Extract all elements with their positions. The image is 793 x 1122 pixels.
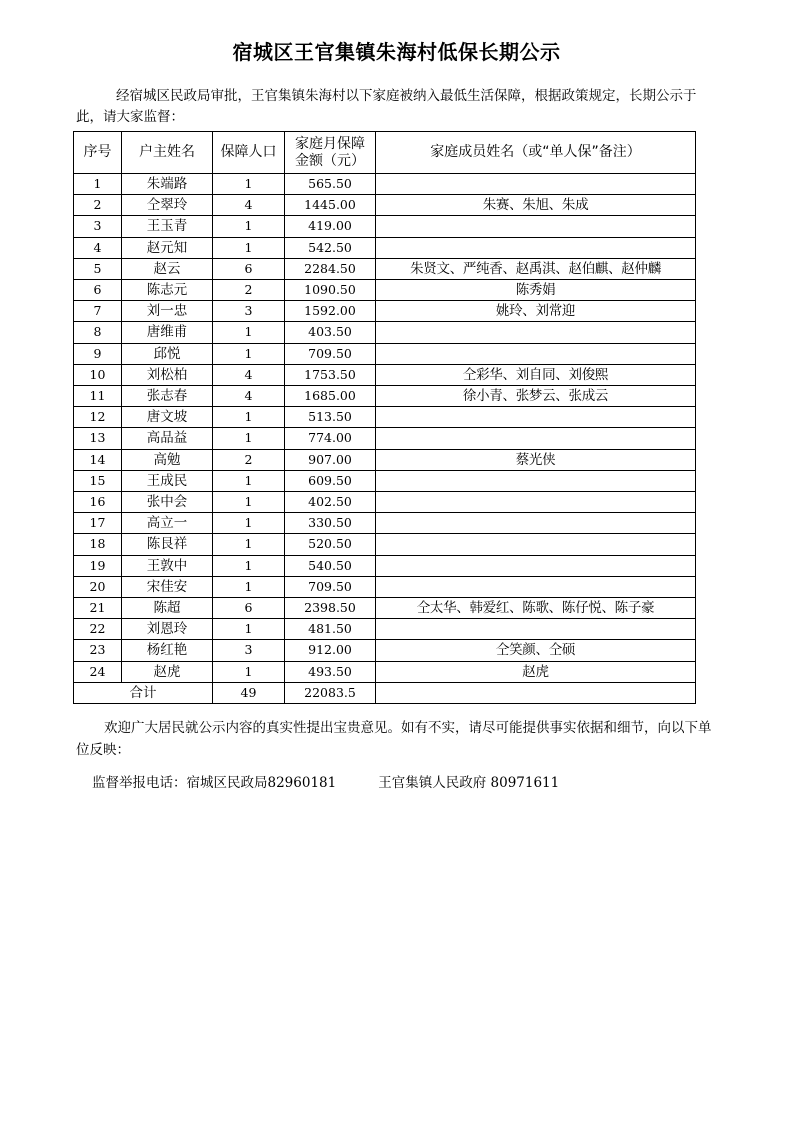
table-body [74, 174, 696, 683]
table-row [74, 470, 696, 491]
table-row [74, 364, 696, 385]
row-number: 18 [74, 534, 122, 555]
row-number: 11 [74, 386, 122, 407]
row-people: 1 [213, 534, 285, 555]
row-amount: 609.50 [285, 470, 376, 491]
table-row [74, 449, 696, 470]
row-people: 4 [213, 195, 285, 216]
row-people: 6 [213, 598, 285, 619]
row-householder: 高立一 [122, 513, 213, 534]
row-members [376, 470, 696, 491]
row-number: 10 [74, 364, 122, 385]
table-row [74, 640, 696, 661]
table-row [74, 216, 696, 237]
row-number: 20 [74, 576, 122, 597]
row-people: 3 [213, 301, 285, 322]
row-members [376, 576, 696, 597]
table-row [74, 258, 696, 279]
row-number: 6 [74, 280, 122, 301]
row-number: 15 [74, 470, 122, 491]
row-members [376, 407, 696, 428]
row-householder: 邱悦 [122, 343, 213, 364]
row-members: 仝太华、韩爱红、陈歌、陈仔悦、陈子豪 [376, 598, 696, 619]
header-name: 户主姓名 [122, 132, 213, 174]
row-members [376, 492, 696, 513]
row-amount: 493.50 [285, 661, 376, 682]
feedback-paragraph: 欢迎广大居民就公示内容的真实性提出宝贵意见。如有不实，请尽可能提供事实依据和细节，向以下单位反映： [76, 720, 712, 758]
row-members: 陈秀娟 [376, 280, 696, 301]
row-amount: 774.00 [285, 428, 376, 449]
row-people: 4 [213, 386, 285, 407]
row-amount: 709.50 [285, 343, 376, 364]
row-people: 1 [213, 322, 285, 343]
table-row [74, 195, 696, 216]
row-number: 3 [74, 216, 122, 237]
table-row [74, 576, 696, 597]
row-members: 姚玲、刘常迎 [376, 301, 696, 322]
page-title: 宿城区王官集镇朱海村低保长期公示 [232, 40, 561, 64]
table-row [74, 174, 696, 195]
row-householder: 刘松柏 [122, 364, 213, 385]
row-people: 1 [213, 407, 285, 428]
row-number: 24 [74, 661, 122, 682]
row-amount: 542.50 [285, 237, 376, 258]
row-householder: 刘一忠 [122, 301, 213, 322]
row-amount: 419.00 [285, 216, 376, 237]
row-people: 1 [213, 492, 285, 513]
table-row [74, 237, 696, 258]
row-members: 朱赛、朱旭、朱成 [376, 195, 696, 216]
row-people: 1 [213, 470, 285, 491]
row-householder: 杨红艳 [122, 640, 213, 661]
header-amount [285, 132, 376, 174]
row-householder: 赵元知 [122, 237, 213, 258]
table-total-row [74, 682, 696, 703]
row-householder: 高品益 [122, 428, 213, 449]
row-members: 仝彩华、刘自同、刘俊熙 [376, 364, 696, 385]
header-amount-line2: 金额（元） [295, 152, 365, 169]
row-number: 23 [74, 640, 122, 661]
row-number: 8 [74, 322, 122, 343]
row-members [376, 534, 696, 555]
row-number: 22 [74, 619, 122, 640]
contact-label: 监督举报电话： [92, 775, 187, 791]
row-people: 3 [213, 640, 285, 661]
row-amount: 402.50 [285, 492, 376, 513]
row-number: 19 [74, 555, 122, 576]
row-number: 13 [74, 428, 122, 449]
row-amount: 520.50 [285, 534, 376, 555]
table-row [74, 555, 696, 576]
row-amount: 565.50 [285, 174, 376, 195]
intro-paragraph: 经宿城区民政局审批，王官集镇朱海村以下家庭被纳入最低生活保障，根据政策规定，长期公示于此，请大家监督： [76, 88, 697, 125]
row-members: 朱贤文、严纯香、赵禹淇、赵伯麒、赵仲麟 [376, 258, 696, 279]
table-row [74, 386, 696, 407]
row-people: 1 [213, 343, 285, 364]
total-people: 49 [213, 682, 285, 703]
header-people: 保障人口 [213, 132, 285, 174]
row-amount: 481.50 [285, 619, 376, 640]
row-amount: 1445.00 [285, 195, 376, 216]
row-people: 1 [213, 619, 285, 640]
row-amount: 2398.50 [285, 598, 376, 619]
row-members [376, 174, 696, 195]
table-row [74, 492, 696, 513]
row-number: 7 [74, 301, 122, 322]
row-members [376, 322, 696, 343]
row-amount: 912.00 [285, 640, 376, 661]
total-amount: 22083.5 [285, 682, 376, 703]
contact-line [92, 771, 559, 791]
row-amount: 1592.00 [285, 301, 376, 322]
row-people: 1 [213, 555, 285, 576]
table-row [74, 322, 696, 343]
row-householder: 陈超 [122, 598, 213, 619]
row-people: 1 [213, 513, 285, 534]
row-people: 4 [213, 364, 285, 385]
row-number: 2 [74, 195, 122, 216]
row-people: 1 [213, 661, 285, 682]
row-householder: 王成民 [122, 470, 213, 491]
row-amount: 513.50 [285, 407, 376, 428]
row-number: 4 [74, 237, 122, 258]
row-amount: 709.50 [285, 576, 376, 597]
row-householder: 张志春 [122, 386, 213, 407]
row-number: 16 [74, 492, 122, 513]
row-householder: 唐文坡 [122, 407, 213, 428]
row-people: 1 [213, 216, 285, 237]
table-row [74, 280, 696, 301]
row-members: 赵虎 [376, 661, 696, 682]
row-householder: 赵虎 [122, 661, 213, 682]
contact-office-1: 宿城区民政局82960181 [186, 775, 337, 791]
row-householder: 王玉青 [122, 216, 213, 237]
row-members [376, 343, 696, 364]
row-householder: 朱端路 [122, 174, 213, 195]
row-number: 17 [74, 513, 122, 534]
row-amount: 907.00 [285, 449, 376, 470]
row-amount: 1685.00 [285, 386, 376, 407]
row-members [376, 428, 696, 449]
table-header-row [74, 132, 696, 174]
row-householder: 赵云 [122, 258, 213, 279]
row-members [376, 216, 696, 237]
table-row [74, 428, 696, 449]
table-row [74, 513, 696, 534]
row-householder: 唐维甫 [122, 322, 213, 343]
table-row [74, 661, 696, 682]
header-no: 序号 [74, 132, 122, 174]
row-members: 仝笑颜、仝硕 [376, 640, 696, 661]
header-members: 家庭成员姓名（或“单人保”备注） [376, 132, 696, 174]
row-members [376, 555, 696, 576]
row-number: 1 [74, 174, 122, 195]
table-row [74, 343, 696, 364]
row-people: 1 [213, 174, 285, 195]
row-people: 6 [213, 258, 285, 279]
row-number: 21 [74, 598, 122, 619]
row-members [376, 513, 696, 534]
row-householder: 宋佳安 [122, 576, 213, 597]
row-amount: 1090.50 [285, 280, 376, 301]
row-householder: 仝翠玲 [122, 195, 213, 216]
table-row [74, 598, 696, 619]
row-members: 徐小青、张梦云、张成云 [376, 386, 696, 407]
row-people: 2 [213, 449, 285, 470]
contact-office-2: 王官集镇人民政府 80971611 [378, 775, 560, 791]
row-amount: 2284.50 [285, 258, 376, 279]
row-householder: 王敦中 [122, 555, 213, 576]
total-label: 合计 [74, 682, 213, 703]
header-amount-line1: 家庭月保障 [295, 135, 365, 152]
total-members [376, 682, 696, 703]
row-number: 14 [74, 449, 122, 470]
table-row [74, 619, 696, 640]
row-people: 2 [213, 280, 285, 301]
table-row [74, 301, 696, 322]
row-people: 1 [213, 428, 285, 449]
row-householder: 陈志元 [122, 280, 213, 301]
row-members [376, 237, 696, 258]
row-householder: 刘恩玲 [122, 619, 213, 640]
row-householder: 高勉 [122, 449, 213, 470]
row-number: 9 [74, 343, 122, 364]
table-row [74, 407, 696, 428]
row-members [376, 619, 696, 640]
row-number: 12 [74, 407, 122, 428]
row-people: 1 [213, 237, 285, 258]
row-householder: 张中会 [122, 492, 213, 513]
row-members: 蔡光侠 [376, 449, 696, 470]
row-amount: 1753.50 [285, 364, 376, 385]
row-number: 5 [74, 258, 122, 279]
table-row [74, 534, 696, 555]
row-amount: 330.50 [285, 513, 376, 534]
recipient-table [73, 131, 696, 704]
row-people: 1 [213, 576, 285, 597]
row-amount: 540.50 [285, 555, 376, 576]
row-amount: 403.50 [285, 322, 376, 343]
row-householder: 陈艮祥 [122, 534, 213, 555]
